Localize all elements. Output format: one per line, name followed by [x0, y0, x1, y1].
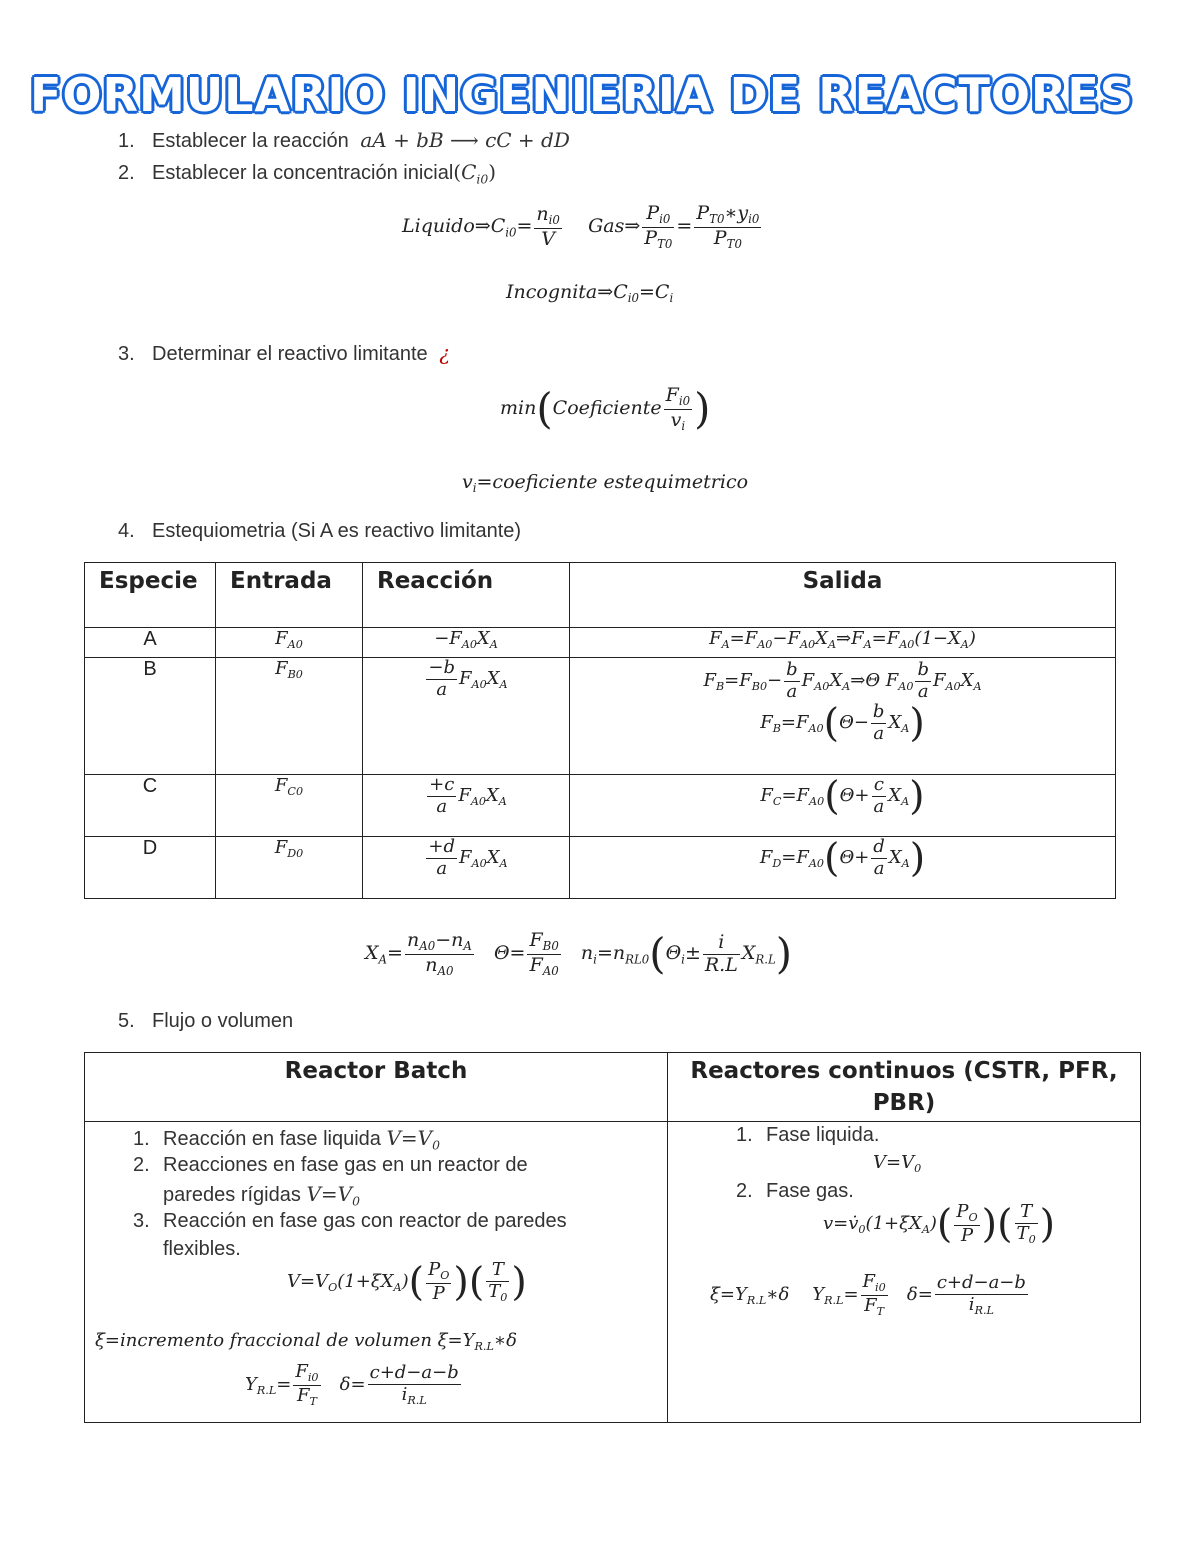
table-row: [85, 1122, 1141, 1423]
species-a: A: [85, 628, 216, 658]
step-2: 2. Establecer la concentración $inicial(C_{i0})$: [118, 160, 497, 187]
header-continuous: Reactores continuos (CSTR, PFR, PBR): [668, 1053, 1141, 1122]
header-salida: Salida: [570, 563, 1116, 628]
batch-item-1: 1. Reacción en fase liquida $V=V_0$: [133, 1126, 441, 1153]
batch-xi-definition: ξ=incremento fraccional de volumen $\xi=Y_{R.L}∗\delta$: [95, 1330, 517, 1353]
table-row: [85, 628, 1116, 658]
table-header-row: [85, 563, 1116, 628]
header-batch: Reactor Batch: [85, 1053, 668, 1122]
table-row: [85, 658, 1116, 775]
step-3-text: Determinar el reactivo limitante: [152, 343, 428, 365]
entrada-a: $F_{A0}$: [216, 628, 363, 658]
header-especie: Especie: [85, 563, 216, 628]
continuous-item-2: 2. Fase gas.: [736, 1180, 854, 1202]
continuous-flow-equation: $v=v̇_0(1+\xi X_A)$( $\frac{P_O}{P}$ )( $\frac{T}{T_0}$ ): [823, 1201, 1056, 1248]
entrada-c: $F_{C0}$: [216, 775, 363, 837]
batch-volume-equation: $V=V_O(1+\xi X_A)$( $\frac{P_O}{P}$ )( $\frac{T}{T_0}$ ): [287, 1259, 527, 1306]
species-c: C: [85, 775, 216, 837]
reaction-equation: aA + bB ⟶ cC + dD: [360, 128, 570, 152]
step-1-text: Establecer la reacción: [152, 130, 349, 152]
reaccion-a: $-F_{A0}X_A$: [363, 628, 570, 658]
salida-b: $F_B=F_{B0}-$ $\frac{b}{a}$ $F_{A0}X_A\Rightarrow\Theta$ $F_{A0}$ $\frac{b}{a}$ $F_{A0}X_A$ $F_B=F_{A0}(\Theta-$ $\frac{b}{a}$ $X_A$): [570, 658, 1116, 775]
batch-item-3-cont: flexibles.: [163, 1238, 241, 1260]
species-b: B: [85, 658, 216, 775]
salida-d: $F_D=F_{A0}(\Theta+$ $\frac{d}{a}$ $X_A$): [570, 837, 1116, 899]
step-4-text: Estequiometria (Si A es reactivo limitante): [152, 520, 522, 542]
table-row: [85, 775, 1116, 837]
salida-c: $F_C=F_{A0}(\Theta+$ $\frac{c}{a}$ $X_A$): [570, 775, 1116, 837]
salida-a: $F_A=F_{A0}-F_{A0}X_A\Rightarrow F_A=F_{A0}(1-X_A)$: [570, 628, 1116, 658]
table-row: [85, 837, 1116, 899]
conversion-equations: $X_A=$ $\frac{n_{A0}-n_A}{n_{A0}}$ Θ= $\frac{F_{B0}}{F_{A0}}$ $n_i=n_{RL0}(\Theta_i\pm$ $\frac{i}{R.L}$ $X_{R.L}$): [365, 929, 793, 979]
batch-item-2: 2. Reacciones en fase gas en un reactor de: [133, 1154, 528, 1176]
step-5: 5. Flujo o volumen: [118, 1010, 294, 1032]
continuous-xi-yrl-delta: $\xi=Y_{R.L}∗\delta$ $Y_{R.L}=$ $\frac{F_{i0}}{F_T}$ δ= $\frac{c+d-a-b}{i_{R.L}}$: [710, 1271, 1026, 1318]
concentration-equation: $Liquido\Rightarrow C_{i0}=$ $\frac{n_{i0}}{V}$ Gas⇒ $\frac{P_{i0}}{P_{T0}}$ = $\frac{P_{T0}∗y_{i0}}{P_{T0}}$: [402, 202, 760, 251]
header-reaccion: Reacción: [363, 563, 570, 628]
step-4: 4. Estequiometria (Si A es reactivo limitante): [118, 520, 522, 542]
step-2-text: Establecer la concentración inicial: [152, 162, 454, 184]
continuous-liquid-eq: $V=V_0$: [873, 1152, 922, 1175]
entrada-b: $F_{B0}$: [216, 658, 363, 775]
batch-item-2-cont: paredes rígidas $V=V_0$: [163, 1182, 360, 1209]
batch-yrl-delta: $Y_{R.L}=$ $\frac{F_{i0}}{F_T}$ δ= $\frac{c+d-a-b}{i_{R.L}}$: [245, 1361, 459, 1408]
step-1: 1. Establecer la reacción aA + bB ⟶ cC + dD: [118, 128, 570, 152]
batch-item-3: 3. Reacción en fase gas con reactor de paredes: [133, 1210, 567, 1232]
limiting-reagent-symbol: ¿: [439, 341, 450, 365]
entrada-d: $F_{D0}$: [216, 837, 363, 899]
incognita-equation: $Incognita\Rightarrow C_{i0}=C_i$: [506, 281, 674, 306]
reaccion-b: $\frac{-b}{a}$ $F_{A0}X_A$: [363, 658, 570, 775]
page-title: FORMULARIO INGENIERIA DE REACTORES: [30, 68, 1134, 122]
continuous-cell: [668, 1122, 1141, 1423]
limiting-reagent-equation: min(Coeficiente $\frac{F_{i0}}{v_i}$ ): [500, 384, 711, 434]
step-5-text: Flujo o volumen: [152, 1010, 294, 1032]
batch-cell: [85, 1122, 668, 1423]
header-entrada: Entrada: [216, 563, 363, 628]
continuous-item-1: 1. Fase liquida.: [736, 1124, 880, 1146]
species-d: D: [85, 837, 216, 899]
reactor-table: [84, 1052, 1141, 1423]
table-header-row: [85, 1053, 1141, 1122]
reaccion-c: $\frac{+c}{a}$ $F_{A0}X_A$: [363, 775, 570, 837]
step-3: 3. Determinar el reactivo limitante ¿: [118, 341, 450, 365]
stoichiometry-table: [84, 562, 1116, 899]
vi-definition: $v_i=coeficiente$ estequimetrico: [462, 471, 749, 496]
reaccion-d: $\frac{+d}{a}$ $F_{A0}X_A$: [363, 837, 570, 899]
